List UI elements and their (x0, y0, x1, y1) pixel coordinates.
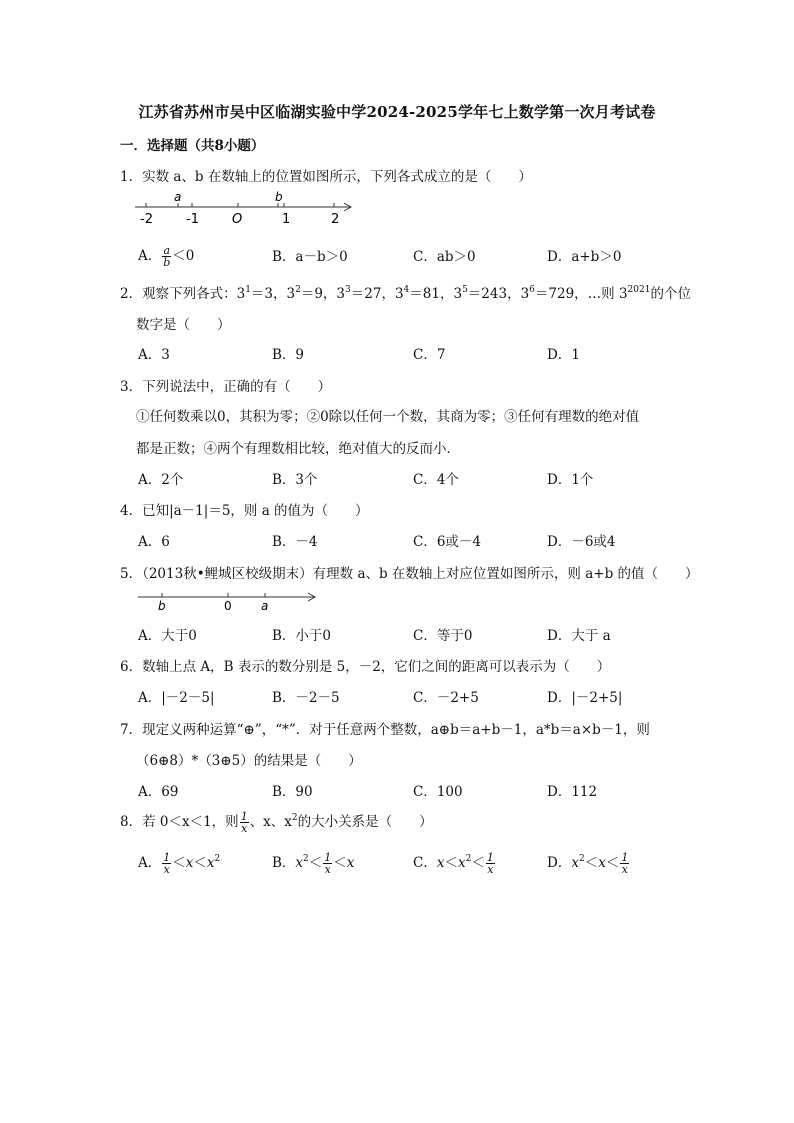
q2-text: ＝3，3 (250, 286, 296, 302)
q8-exponent: 2 (578, 854, 585, 864)
q8-fraction (323, 852, 332, 875)
q8-var: x (185, 855, 194, 871)
q1-axis-label: 1 (282, 212, 291, 227)
q2-exponent: 4 (403, 285, 410, 295)
q3-option-b[interactable]: B．3个 (272, 472, 318, 488)
q5-point-label: b (158, 599, 166, 613)
q8-stem (120, 810, 433, 834)
fraction-denominator: x (621, 863, 628, 876)
q2-text: ＝27，3 (350, 286, 404, 302)
q8-var: x (346, 855, 355, 871)
q8-option-d[interactable] (547, 851, 630, 875)
fraction-numerator: 1 (621, 851, 629, 864)
q2-text: ＝243，3 (467, 286, 530, 302)
q4-option-d[interactable]: D．－6或4 (547, 534, 616, 550)
q8-option-b[interactable] (272, 851, 354, 875)
q1-axis-label: 2 (331, 212, 340, 227)
q3-option-c[interactable]: C．4个 (413, 472, 459, 488)
q1-axis-label: -2 (140, 212, 153, 227)
q8-option-b-label: B． (272, 855, 296, 871)
fraction-denominator: x (241, 822, 248, 835)
q7-stem-line2: （6⊕8）*（3⊕5）的结果是（ ） (136, 753, 362, 769)
section-heading: 一．选择题（共8小题） (120, 138, 265, 154)
q3-option-a[interactable]: A．2个 (138, 472, 184, 488)
q3-option-d[interactable]: D．1个 (547, 472, 594, 488)
q2-option-c[interactable]: C．7 (413, 347, 446, 363)
q2-option-d[interactable]: D．1 (547, 347, 580, 363)
q8-fraction (486, 852, 495, 875)
q8-var: x (295, 855, 304, 871)
q8-option-a-label: A． (138, 855, 162, 871)
q5-option-d[interactable]: D．大于 a (547, 628, 611, 644)
q2-exponent: 3 (345, 285, 351, 295)
fraction-numerator: 1 (324, 851, 332, 864)
q3-stem: 3．下列说法中，正确的有（ ） (120, 379, 332, 395)
q3-statements-line2: 都是正数；④两个有理数相比较，绝对值大的反而小． (136, 441, 460, 457)
q1-axis-label: O (232, 212, 243, 227)
q4-option-c[interactable]: C．6或－4 (413, 534, 482, 550)
q8-less-than: ＜ (584, 855, 599, 871)
fraction-numerator: 1 (486, 851, 494, 864)
q8-fraction (620, 852, 629, 875)
q4-option-a[interactable]: A．6 (138, 534, 170, 550)
q2-text: 的个位 (650, 286, 691, 302)
q7-option-a[interactable]: A．69 (138, 784, 179, 800)
q6-option-a[interactable]: A．|－2－5| (138, 690, 215, 706)
fraction-denominator: x (487, 863, 494, 876)
q2-exponent: 2 (295, 285, 301, 295)
q2-exponent: 1 (245, 285, 251, 295)
q5-axis-label: 0 (224, 599, 232, 613)
fraction-denominator: x (163, 863, 170, 876)
q2-stem-line2: 数字是（ ） (136, 317, 231, 333)
q8-var: x (206, 855, 215, 871)
q8-less-than: ＜ (172, 855, 186, 871)
q8-text: 的大小关系是（ ） (297, 814, 433, 830)
q5-point-label: a (261, 599, 269, 613)
q5-option-c[interactable]: C．等于0 (413, 628, 473, 644)
q5-number-line (132, 586, 322, 616)
q2-text: ＝81，3 (409, 286, 463, 302)
q8-option-c[interactable] (413, 851, 496, 875)
q8-fraction (162, 852, 171, 875)
q5-stem: 5．（2013秋•鲤城区校级期末）有理数 a、b 在数轴上对应位置如图所示，则 a+b 的值（ ） (120, 566, 699, 582)
q8-text: 8．若 0＜x＜1，则 (120, 814, 239, 830)
q8-text: 、x、x (249, 814, 292, 830)
q2-exponent: 5 (462, 285, 468, 295)
q8-fraction (240, 811, 249, 834)
q1-number-line (130, 190, 360, 230)
q1-axis-label: -1 (186, 212, 199, 227)
q7-option-b[interactable]: B．90 (272, 784, 313, 800)
q1-stem: 1．实数 a、b 在数轴上的位置如图所示，下列各式成立的是（ ） (120, 169, 532, 185)
q1-option-d[interactable]: D．a+b＞0 (547, 249, 622, 265)
q8-var: x (571, 855, 579, 871)
q4-option-b[interactable]: B．－4 (272, 534, 318, 550)
q1-option-a-label: A． (138, 248, 162, 264)
q2-text: ＝729，…则 3 (534, 286, 628, 302)
page-title: 江苏省苏州市吴中区临湖实验中学2024-2025学年七上数学第一次月考试卷 (138, 103, 656, 121)
q8-var: x (457, 855, 466, 871)
q7-option-c[interactable]: C．100 (413, 784, 463, 800)
q6-option-c[interactable]: C．－2+5 (413, 690, 479, 706)
q8-less-than: ＜ (308, 855, 323, 871)
fraction-denominator: b (163, 256, 171, 269)
fraction-numerator: a (163, 244, 171, 257)
q1-point-label: b (275, 190, 283, 204)
q5-option-a[interactable]: A．大于0 (138, 628, 197, 644)
q8-less-than: ＜ (605, 855, 620, 871)
q2-exponent: 2021 (627, 285, 651, 295)
q6-option-b[interactable]: B．－2－5 (272, 690, 340, 706)
q8-less-than: ＜ (444, 855, 458, 871)
q8-var: x (598, 855, 606, 871)
q2-exponent: 6 (529, 285, 535, 295)
q1-point-label: a (174, 190, 182, 204)
q6-stem: 6．数轴上点 A，B 表示的数分别是 5，－2，它们之间的距离可以表示为（ ） (120, 659, 611, 675)
q8-option-c-label: C． (413, 855, 437, 871)
q8-exponent: 2 (465, 854, 472, 864)
q8-option-a[interactable] (138, 851, 220, 875)
q4-stem: 4．已知|a－1|＝5，则 a 的值为（ ） (120, 503, 369, 519)
q1-option-c[interactable]: C．ab＞0 (413, 249, 476, 265)
q2-text: 2．观察下列各式：3 (120, 286, 246, 302)
q2-text: ＝9，3 (300, 286, 346, 302)
q3-statements-line1: ①任何数乘以0，其积为零；②0除以任何一个数，其商为零；③任何有理数的绝对值 (136, 409, 640, 425)
q8-exponent: 2 (303, 854, 309, 864)
q8-exponent: 2 (214, 854, 221, 864)
q8-option-d-label: D． (547, 855, 572, 871)
q2-stem-line1 (120, 282, 691, 302)
q8-exponent: 2 (291, 813, 298, 823)
fraction-numerator: 1 (240, 810, 248, 823)
q5-option-b[interactable]: B．小于0 (272, 628, 332, 644)
fraction-numerator: 1 (163, 851, 171, 864)
q2-option-b[interactable]: B．9 (272, 347, 305, 363)
q1-fraction (162, 245, 171, 268)
q8-less-than: ＜ (193, 855, 207, 871)
q8-var: x (436, 855, 445, 871)
q2-option-a[interactable]: A．3 (138, 347, 170, 363)
fraction-denominator: x (324, 863, 331, 876)
q7-option-d[interactable]: D．112 (547, 784, 598, 800)
q7-stem-line1: 7．现定义两种运算“⊕”，“*”．对于任意两个整数，a⊕b＝a+b－1，a*b＝a×b－1，则 (120, 722, 650, 738)
q8-less-than: ＜ (333, 855, 347, 871)
q8-less-than: ＜ (471, 855, 485, 871)
q6-option-d[interactable]: D．|－2+5| (547, 690, 623, 706)
q1-option-a-rest: ＜0 (172, 248, 195, 264)
q1-option-b[interactable]: B．a－b＞0 (272, 249, 348, 265)
q1-option-a[interactable] (138, 244, 194, 268)
